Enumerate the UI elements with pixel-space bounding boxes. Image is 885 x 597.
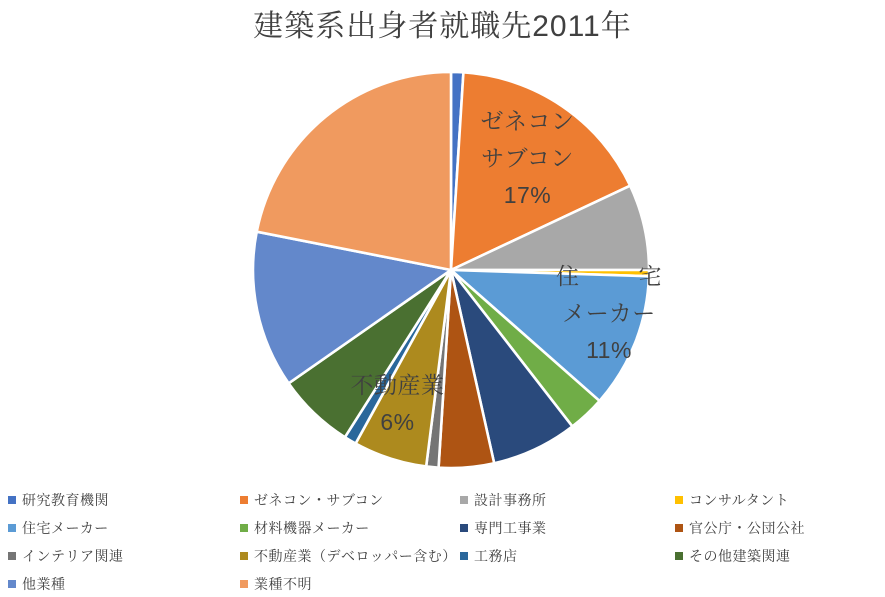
legend-label: 官公庁・公団公社 [689,520,805,536]
legend-label: 業種不明 [254,576,312,592]
legend-swatch [240,580,248,588]
pie-chart [241,60,661,480]
pie-data-label: 不動産業 6% [350,372,445,435]
legend-swatch [8,580,16,588]
legend-item [240,518,460,538]
legend-item [675,546,881,566]
legend-item [240,546,460,566]
legend-label: ゼネコン・サブコン [254,492,384,508]
legend-item [240,490,460,510]
legend-label: コンサルタント [689,492,790,508]
legend-item [8,518,240,538]
pie-data-label: ゼネコン サブコン 17% [480,108,575,208]
legend-swatch [8,496,16,504]
chart-title: 建築系出身者就職先2011年 [253,10,632,43]
legend-label: 不動産業（デベロッパー含む） [254,548,457,564]
legend-label: 設計事務所 [474,492,547,508]
legend-item [8,490,240,510]
legend-item [675,490,881,510]
legend-item [675,518,881,538]
legend-label: 研究教育機関 [22,492,109,508]
legend-swatch [240,552,248,560]
legend-item [8,574,240,594]
legend-label: 材料機器メーカー [254,520,370,536]
legend-swatch [675,552,683,560]
legend-label: インテリア関連 [22,548,124,564]
legend-label: 工務店 [474,548,518,564]
legend-item [460,518,675,538]
legend-swatch [240,524,248,532]
legend-item [240,574,460,594]
legend-label: その他建築関連 [689,548,791,564]
legend-label: 住宅メーカー [22,520,109,536]
legend-item [8,546,240,566]
legend-swatch [675,496,683,504]
legend-swatch [675,524,683,532]
legend-item [460,546,675,566]
legend-swatch [8,524,16,532]
legend-swatch [8,552,16,560]
pie-data-label: 住 宅 メーカー 11% [556,263,662,363]
legend-item [460,490,675,510]
legend-swatch [460,552,468,560]
legend-label: 他業種 [22,576,66,592]
legend-label: 専門工事業 [474,520,547,536]
legend-swatch [240,496,248,504]
chart-legend [8,486,881,597]
legend-swatch [460,496,468,504]
legend-swatch [460,524,468,532]
